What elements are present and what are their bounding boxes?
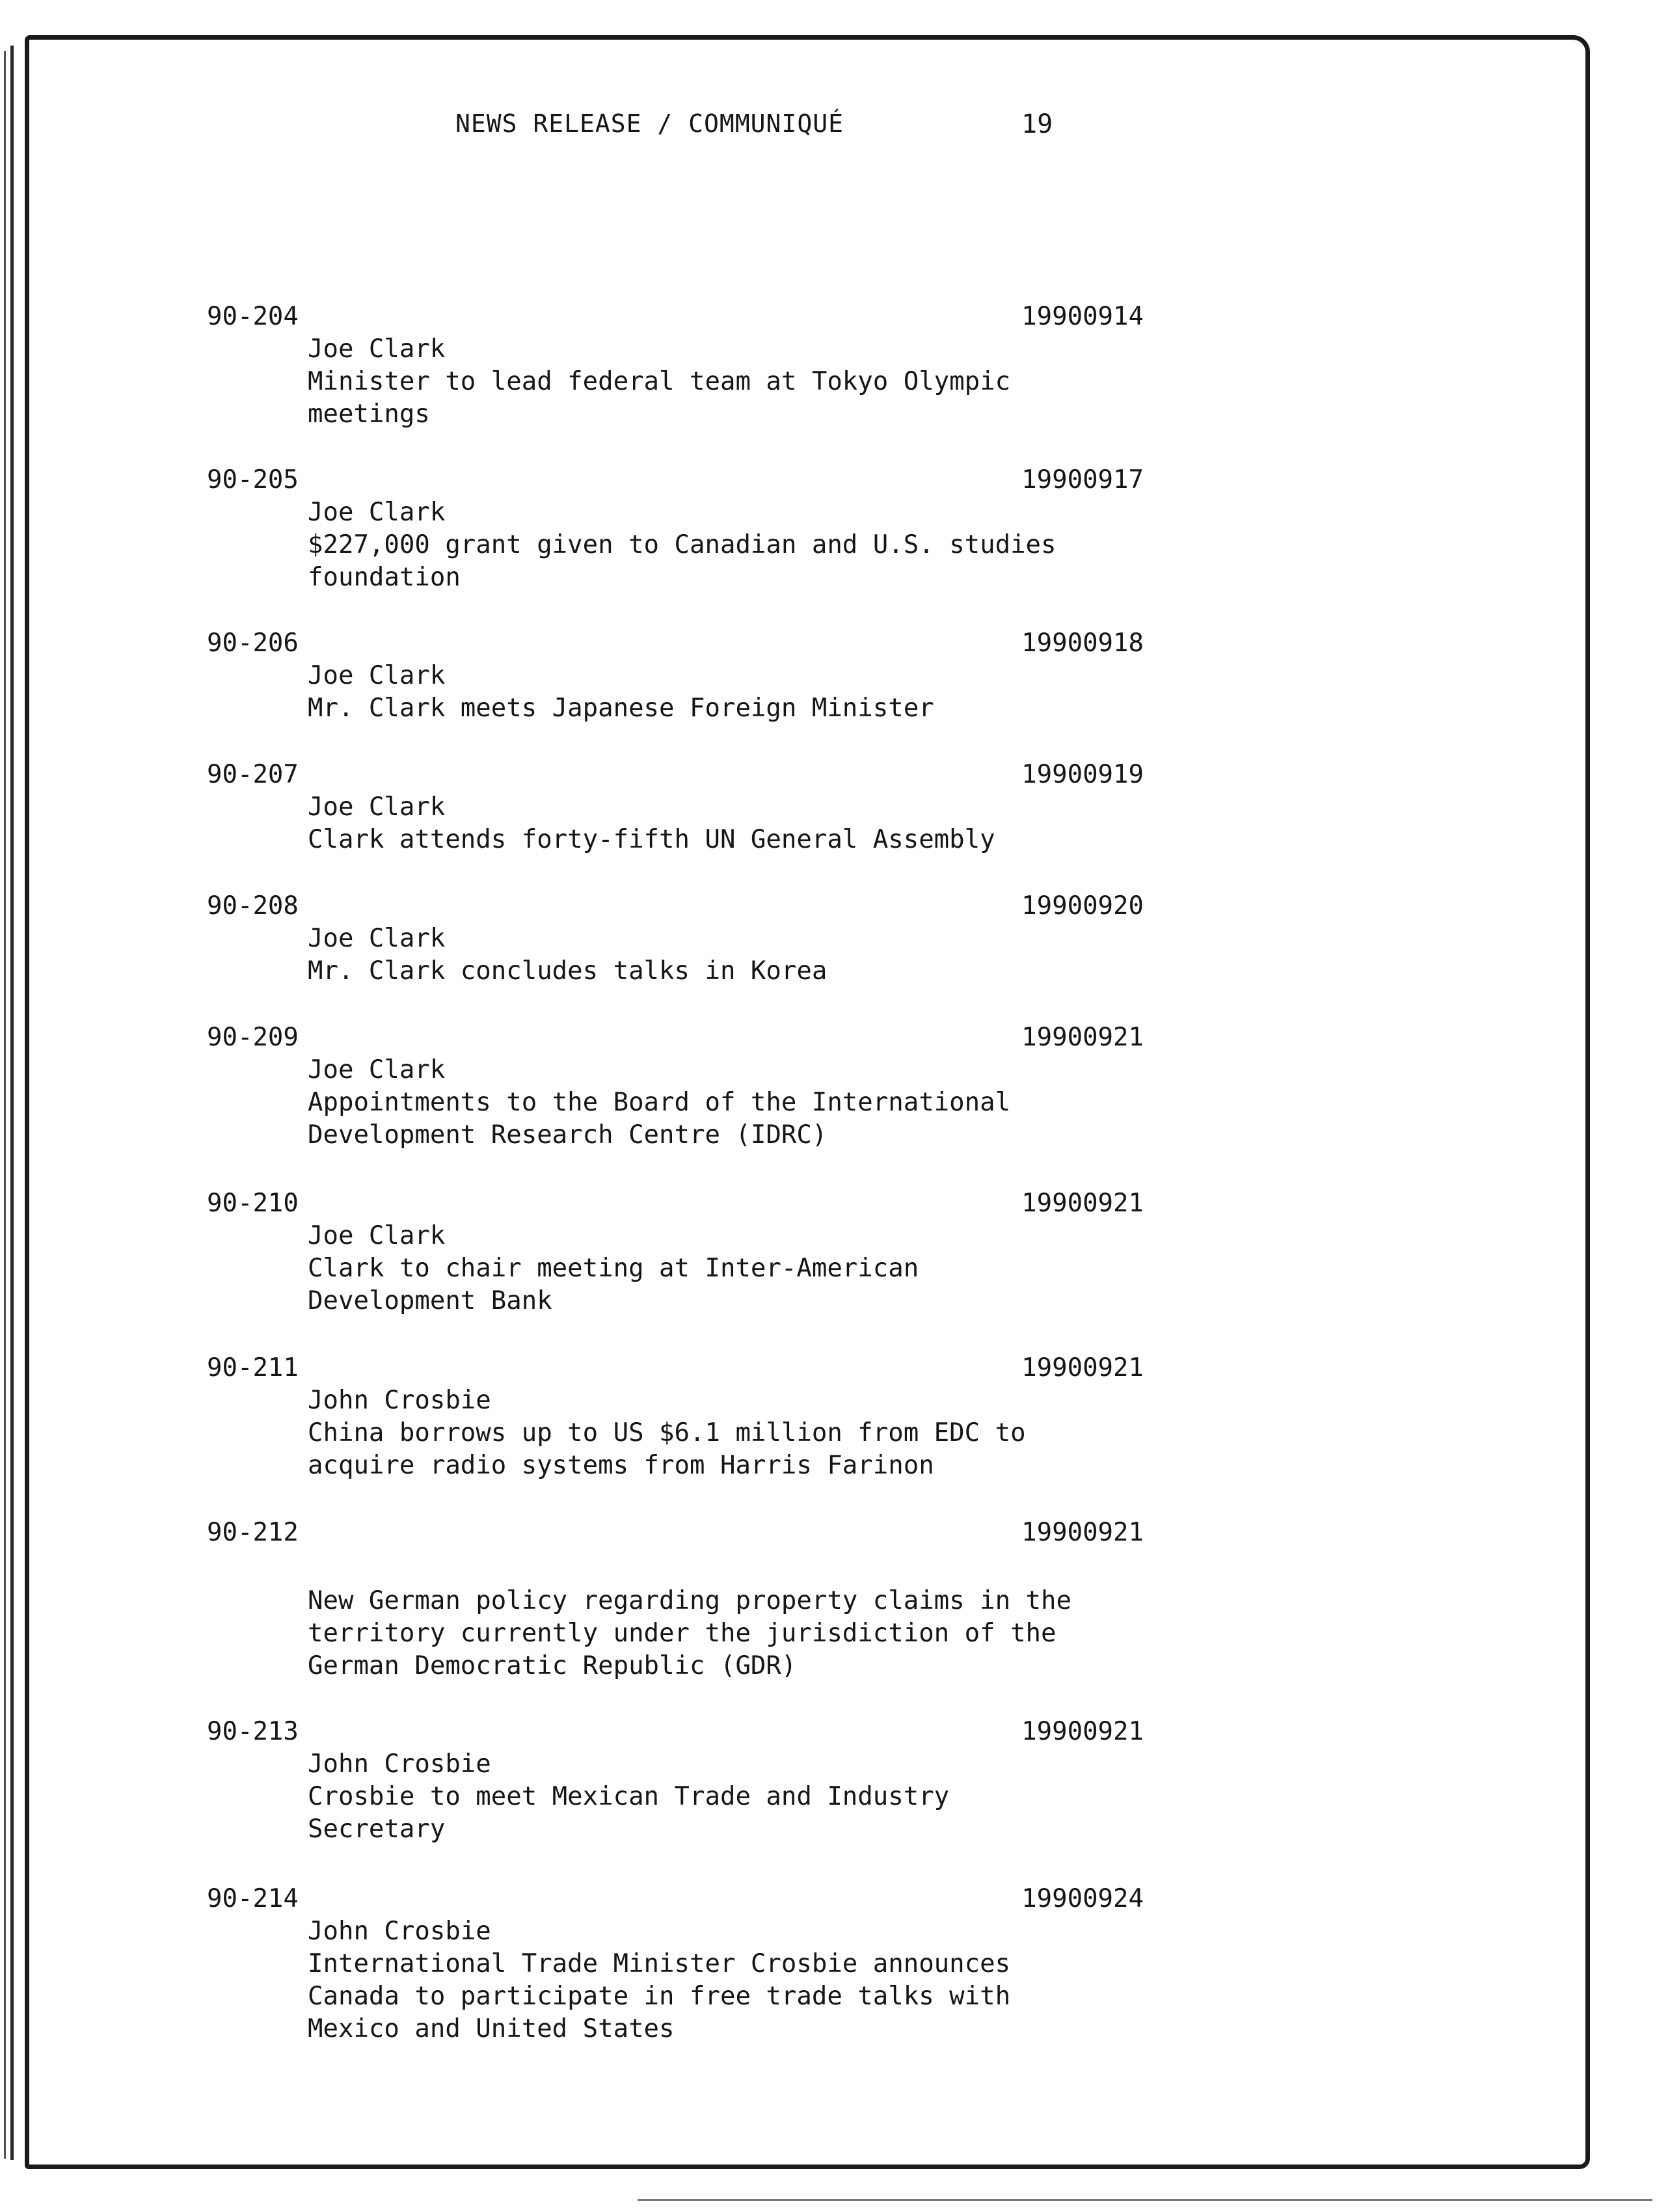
release-title-line: Crosbie to meet Mexican Trade and Industry [308, 1782, 950, 1811]
release-author: John Crosbie [308, 1749, 491, 1779]
release-author: Joe Clark [308, 1221, 446, 1250]
release-title-line: New German policy regarding property claims in the [308, 1586, 1071, 1615]
release-date: 19900920 [1021, 891, 1144, 921]
binding-rule [10, 46, 14, 2160]
list-item [207, 1187, 1144, 1317]
release-title-line: International Trade Minister Crosbie announces [308, 1949, 1011, 1978]
release-number: 90-211 [207, 1353, 299, 1382]
release-number: 90-214 [207, 1884, 299, 1913]
page-title: NEWS RELEASE / COMMUNIQUÉ [455, 109, 844, 138]
release-title-line: China borrows up to US $6.1 million from EDC to [308, 1418, 1026, 1448]
list-item [207, 301, 1144, 431]
binding-edge [4, 51, 6, 2159]
release-author: Joe Clark [308, 334, 446, 364]
release-title-line: Secretary [308, 1814, 446, 1844]
release-title-line: Appointments to the Board of the International [308, 1088, 1011, 1117]
release-number: 90-208 [207, 891, 299, 921]
release-title-line: Minister to lead federal team at Tokyo Olympic [308, 367, 1011, 396]
release-date: 19900919 [1021, 760, 1144, 789]
release-number: 90-210 [207, 1189, 299, 1218]
release-author: Joe Clark [308, 661, 446, 690]
list-item [207, 1352, 1144, 1482]
list-item [207, 1517, 1144, 1682]
release-date: 19900914 [1021, 302, 1144, 331]
release-number: 90-206 [207, 628, 299, 658]
release-date: 19900921 [1021, 1189, 1144, 1218]
release-author: Joe Clark [308, 498, 446, 527]
list-item [207, 464, 1144, 594]
release-author: John Crosbie [308, 1386, 491, 1415]
release-title-line: Mr. Clark meets Japanese Foreign Minister [308, 694, 934, 723]
release-number: 90-212 [207, 1518, 299, 1547]
list-item [207, 1716, 1144, 1846]
release-date: 19900917 [1021, 465, 1144, 494]
release-title-line: German Democratic Republic (GDR) [308, 1651, 797, 1680]
release-date: 19900921 [1021, 1023, 1144, 1052]
list-item [207, 627, 1144, 725]
release-title-line: meetings [308, 399, 430, 429]
release-title-line: territory currently under the jurisdiction of the [308, 1619, 1057, 1648]
release-date: 19900924 [1021, 1884, 1144, 1913]
release-title-line: Development Bank [308, 1286, 552, 1315]
release-number: 90-205 [207, 465, 299, 494]
list-item [207, 1883, 1144, 2045]
list-item [207, 890, 1144, 988]
release-number: 90-209 [207, 1023, 299, 1052]
release-title-line: $227,000 grant given to Canadian and U.S. studies [308, 530, 1057, 560]
release-date: 19900921 [1021, 1353, 1144, 1382]
release-author: Joe Clark [308, 1055, 446, 1085]
release-number: 90-204 [207, 302, 299, 331]
page-number: 19 [1021, 109, 1053, 139]
release-date: 19900921 [1021, 1717, 1144, 1746]
release-author: Joe Clark [308, 924, 446, 953]
release-title-line: acquire radio systems from Harris Farinon [308, 1451, 934, 1480]
release-title-line: Canada to participate in free trade talks with [308, 1982, 1011, 2011]
release-title-line: Development Research Centre (IDRC) [308, 1120, 828, 1150]
release-title-line: Mexico and United States [308, 2014, 675, 2043]
release-title-line: Clark attends forty-fifth UN General Assembly [308, 825, 995, 854]
list-item [207, 1021, 1144, 1152]
release-number: 90-213 [207, 1717, 299, 1746]
release-date: 19900921 [1021, 1518, 1144, 1547]
release-date: 19900918 [1021, 628, 1144, 658]
release-number: 90-207 [207, 760, 299, 789]
release-author: Joe Clark [308, 792, 446, 822]
page-shadow [638, 2199, 1652, 2201]
release-title-line: foundation [308, 563, 461, 592]
release-title-line: Clark to chair meeting at Inter-American [308, 1254, 919, 1283]
release-author: John Crosbie [308, 1917, 491, 1946]
release-title-line: Mr. Clark concludes talks in Korea [308, 956, 828, 986]
list-item [207, 759, 1144, 856]
